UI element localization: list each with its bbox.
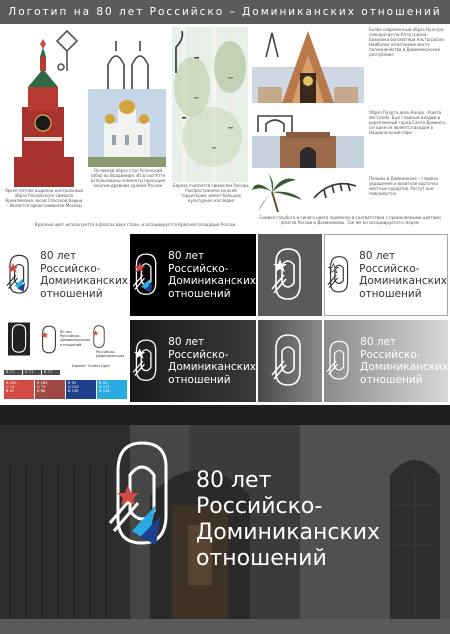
logo-line-3: Доминиканских [168,275,256,287]
logo-mark-small-icon [38,324,60,356]
small-logo-text-2: Российско- Доминиканских [96,350,125,358]
logo-variant-gray [258,234,322,316]
colors-note: Символ голубого и синего цвета применен в соответствии с применяемыми цветами флагов России и Доминиканы. Так же он ассоциируется с морем [259,215,441,225]
birch-caption: Береза считается символом России. Распространена на всей территории, имеет большое культурное наследие [172,183,250,203]
blue-swatch: R 41 G 171 B 226 [97,380,127,399]
logo-mark-small-icon [90,324,108,350]
gate-caption: Образ Пуэрта-дель-Конде - Puerta del Conde. Был главным входом в укрепленный город Санто-Доминго, сегодня он является входом в Национальный парк [369,110,446,135]
logo-line-1: 80 лет [168,336,205,348]
logo-line-1: 80 лет [168,250,205,262]
navy-swatch: R 91 G 122 B 190 [66,380,96,399]
gray-swatch: R 77 [4,370,22,375]
logo-line-4: отношений [168,373,231,386]
hero-line-3: Доминиканских [196,520,381,545]
page-title: Логотип на 80 лет Российско – Доминиканских отношений [0,0,450,24]
logo-line-2: Российско- [360,348,421,361]
hero-line-4: отношений [196,546,327,571]
logo-variant-light-gradient [324,320,448,402]
logo-line-4: отношений [168,287,231,300]
logo-variant-dark-gradient [130,320,256,402]
logo-line-1: 80 лет [40,250,77,262]
logo-mark-small-icon [8,322,30,356]
logo-line-2: Российско- [40,262,101,275]
logo-mark-icon [130,245,162,305]
logo-line-2: Российско- [359,262,420,275]
logo-line-2: Российско- [168,262,229,275]
gate-photo [252,106,364,168]
hero-logo-text [196,468,380,572]
dark-red-swatch: R 160 G 73 B 68 [35,380,65,399]
kremlin-caption: Яркое пятное выделки центральный образ Российского символа Кремлевских часов Спасской башни – Является яркие символом Москвы [4,188,84,208]
font-label: Шрифт: Corbel Light [72,364,110,368]
palm-caption: Пальмы в Доминикане – главное украшение и визитная карточка местных курортов. Растут они повсеместно [369,176,439,196]
logo-mark-icon [130,331,162,391]
logo-line-3: Доминиканских [359,275,447,287]
logo-variant-outline [324,234,448,316]
kremlin-photo [4,27,82,187]
red-swatch: R 209 G 74 B 67 [4,380,34,399]
logo-line-1: 80 лет [360,336,397,348]
logo-line-3: Доминиканских [168,361,256,373]
palm-photo [252,172,364,212]
logo-mark-icon [268,245,308,305]
palette-panel [4,320,128,402]
basilica-caption: Более современный образ Нуэстра-сеньора-де-ла-Алта грасиа - Базилика Богоматери Альтаграсии. Наиболее почитаемое место паломничества в Доминиканской республике [369,27,445,57]
logo-mark-icon [4,245,34,305]
logo-line-1: 80 лет [359,250,396,262]
cathedral-caption: Основной образ стал Успенский собор во Владимире. Из в соотетте использованы элементы присущие многим древним храмам России [90,168,166,188]
small-logo-text: 80 лет Российско- Доминиканских отношений [60,330,91,347]
logo-mark-icon [325,245,353,305]
logo-mark-icon [324,331,354,391]
red-color-note: Красный цвет используется в флагах двух стран, и ассоциируется Красной площадью России [34,222,236,227]
cathedral-photo [88,27,166,167]
logo-line-4: отношений [359,287,422,300]
gray-swatch: B 77 [42,370,60,375]
logo-variant-black [130,234,256,316]
logo-variant-white [4,234,128,316]
logo-line-3: Доминиканских [360,361,448,373]
hero-line-1: 80 лет [196,468,272,493]
hero-line-2: Российско- [196,494,323,519]
logo-line-4: отношений [360,373,423,386]
basilica-photo [252,27,364,103]
logo-line-3: Доминиканских [40,275,128,287]
logo-variant-mid-gradient [258,320,322,402]
logo-line-2: Российско- [168,348,229,361]
gray-swatch: G 77 [23,370,41,375]
logo-line-4: отношений [40,287,103,300]
logo-mark-icon [268,331,308,391]
birch-photo [172,27,248,182]
